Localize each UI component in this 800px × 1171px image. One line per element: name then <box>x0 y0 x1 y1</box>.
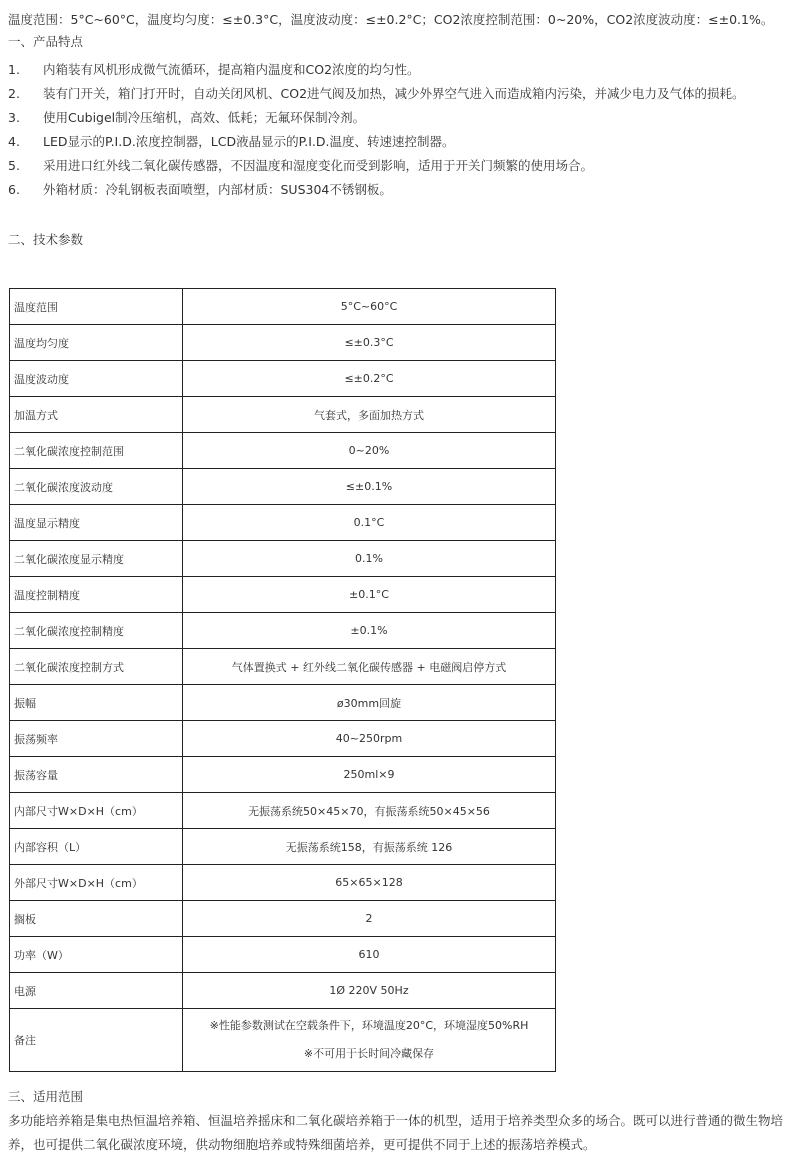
spec-label: 温度均匀度 <box>10 325 183 361</box>
spec-value: 1Ø 220V 50Hz <box>183 973 556 1009</box>
spec-label: 振荡频率 <box>10 721 183 757</box>
list-item-text: 采用进口红外线二氧化碳传感器，不因温度和湿度变化而受到影响，适用于开关门频繁的使用场合。 <box>43 158 594 173</box>
spec-value: 无振荡系统50×45×70，有振荡系统50×45×56 <box>183 793 556 829</box>
spec-label: 振荡容量 <box>10 757 183 793</box>
feature-list <box>8 58 798 202</box>
spec-value: ≤±0.3°C <box>183 325 556 361</box>
list-item <box>8 58 798 82</box>
spec-label: 温度波动度 <box>10 361 183 397</box>
spec-label: 电源 <box>10 973 183 1009</box>
spec-label: 备注 <box>10 1009 183 1072</box>
spec-label: 二氧化碳浓度显示精度 <box>10 541 183 577</box>
spec-label: 加温方式 <box>10 397 183 433</box>
spec-label: 二氧化碳浓度控制方式 <box>10 649 183 685</box>
spec-value: 65×65×128 <box>183 865 556 901</box>
spec-label: 二氧化碳浓度控制精度 <box>10 613 183 649</box>
list-item <box>8 106 798 130</box>
spec-label: 搁板 <box>10 901 183 937</box>
table-row <box>10 865 556 901</box>
table-row <box>10 577 556 613</box>
spec-value: 610 <box>183 937 556 973</box>
spec-label: 内部尺寸W×D×H（cm） <box>10 793 183 829</box>
spec-label: 温度控制精度 <box>10 577 183 613</box>
intro-paragraph: 温度范围：5°C~60°C，温度均匀度：≤±0.3°C，温度波动度：≤±0.2°C；CO2浓度控制范围：0~20%，CO2浓度波动度：≤±0.1%。一、产品特点 <box>8 12 774 49</box>
table-row <box>10 469 556 505</box>
spec-value: 0.1°C <box>183 505 556 541</box>
list-item-text: 内箱装有风机形成微气流循环，提高箱内温度和CO2浓度的均匀性。 <box>43 62 420 77</box>
spec-label: 温度范围 <box>10 289 183 325</box>
table-row <box>10 901 556 937</box>
table-row-note <box>10 1009 556 1072</box>
table-row <box>10 757 556 793</box>
list-item-number: 3. <box>8 110 20 125</box>
list-item-text: LED显示的P.I.D.浓度控制器，LCD液晶显示的P.I.D.温度、转速速控制器。 <box>43 134 455 149</box>
table-row <box>10 829 556 865</box>
spec-label: 外部尺寸W×D×H（cm） <box>10 865 183 901</box>
table-row <box>10 793 556 829</box>
list-item-number: 5. <box>8 158 20 173</box>
table-row <box>10 973 556 1009</box>
table-row <box>10 361 556 397</box>
spec-value: 0.1% <box>183 541 556 577</box>
table-row <box>10 613 556 649</box>
table-row <box>10 685 556 721</box>
scope-section-title: 三、适用范围 <box>8 1089 84 1104</box>
spec-value: ≤±0.2°C <box>183 361 556 397</box>
spec-value: 250ml×9 <box>183 757 556 793</box>
spec-value: ø30mm回旋 <box>183 685 556 721</box>
list-item-number: 4. <box>8 134 20 149</box>
list-item <box>8 130 798 154</box>
list-item-text: 使用Cubigel制冷压缩机，高效、低耗；无氟环保制冷剂。 <box>43 110 366 125</box>
table-row <box>10 649 556 685</box>
spec-label: 振幅 <box>10 685 183 721</box>
spec-label: 温度显示精度 <box>10 505 183 541</box>
tech-section-title: 二、技术参数 <box>8 232 84 247</box>
spec-value: ±0.1°C <box>183 577 556 613</box>
list-item-number: 1. <box>8 62 20 77</box>
spec-value: 气套式，多面加热方式 <box>183 397 556 433</box>
scope-paragraph: 多功能培养箱是集电热恒温培养箱、恒温培养摇床和二氧化碳培养箱于一体的机型，适用于培养类型众多的场合。既可以进行普通的微生物培养，也可提供二氧化碳浓度环境，供动物细胞培养或特殊细菌培养，更可提供不同于上述的振荡培养模式。 <box>8 1113 784 1152</box>
spec-value: 气体置换式 + 红外线二氧化碳传感器 + 电磁阀启停方式 <box>183 649 556 685</box>
list-item-text: 装有门开关，箱门打开时，自动关闭风机、CO2进气阀及加热，减少外界空气进入而造成箱内污染，并减少电力及气体的损耗。 <box>43 86 745 101</box>
list-item <box>8 154 798 178</box>
spec-value-note <box>183 1009 556 1072</box>
spec-value: ±0.1% <box>183 613 556 649</box>
spec-table <box>9 288 556 1072</box>
table-row <box>10 325 556 361</box>
table-row <box>10 721 556 757</box>
list-item-text: 外箱材质：冷轧钢板表面喷塑，内部材质：SUS304不锈钢板。 <box>43 182 392 197</box>
table-row <box>10 433 556 469</box>
table-row <box>10 541 556 577</box>
note-line: ※性能参数测试在空载条件下，环境温度20°C，环境湿度50%RH <box>209 1019 529 1032</box>
table-row <box>10 289 556 325</box>
note-line: ※不可用于长时间冷藏保存 <box>303 1047 435 1060</box>
list-item-number: 6. <box>8 182 20 197</box>
spec-value: ≤±0.1% <box>183 469 556 505</box>
spec-value: 0~20% <box>183 433 556 469</box>
spec-value: 无振荡系统158，有振荡系统 126 <box>183 829 556 865</box>
list-item <box>8 178 798 202</box>
spec-value: 2 <box>183 901 556 937</box>
spec-label: 内部容积（L） <box>10 829 183 865</box>
list-item-number: 2. <box>8 86 20 101</box>
list-item <box>8 82 798 106</box>
spec-label: 二氧化碳浓度波动度 <box>10 469 183 505</box>
spec-label: 二氧化碳浓度控制范围 <box>10 433 183 469</box>
table-row <box>10 937 556 973</box>
spec-value: 5°C~60°C <box>183 289 556 325</box>
spec-value: 40~250rpm <box>183 721 556 757</box>
table-row <box>10 397 556 433</box>
table-row <box>10 505 556 541</box>
spec-label: 功率（W） <box>10 937 183 973</box>
